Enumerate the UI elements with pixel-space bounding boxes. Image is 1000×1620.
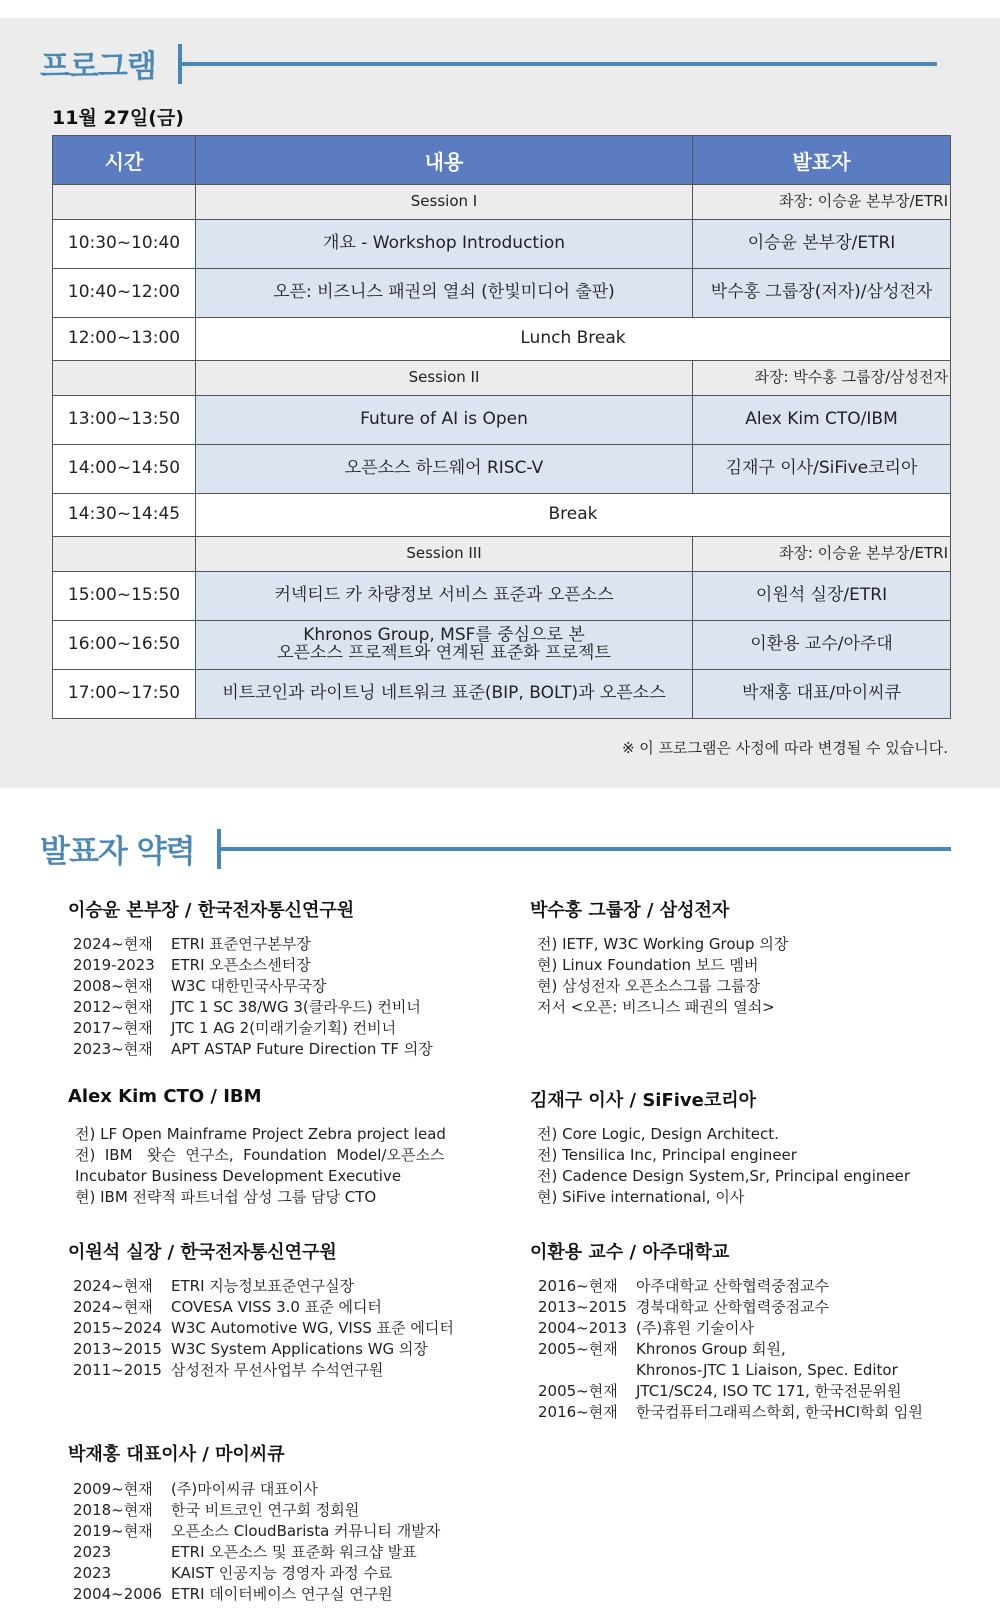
content-cell: [196, 621, 693, 670]
bio-year: 2024~현재: [73, 1298, 153, 1316]
time-cell: 10:30~10:40: [53, 220, 196, 269]
bio-item: [538, 1276, 923, 1297]
bio-item: [73, 1039, 433, 1060]
bios-header: [40, 826, 951, 871]
bio-text: COVESA VISS 3.0 표준 에디터: [171, 1298, 382, 1316]
bio-text: 삼성전자 무선사업부 수석연구원: [171, 1361, 384, 1379]
bio-item: [73, 1339, 454, 1360]
bio-year: 2011~2015: [73, 1361, 162, 1379]
bio-year: 2019~현재: [73, 1522, 153, 1540]
table-header-row: [53, 136, 951, 185]
bio-text: APT ASTAP Future Direction TF 의장: [171, 1040, 433, 1058]
header-line: [221, 847, 951, 851]
presenter-cell: 이승윤 본부장/ETRI: [693, 220, 951, 269]
time-cell: 13:00~13:50: [53, 396, 196, 445]
break-label: Break: [196, 494, 951, 537]
bio-text: ETRI 오픈소스센터장: [171, 956, 311, 974]
session-label: Session II: [196, 361, 693, 396]
bio-item: [73, 955, 433, 976]
bio-year: 2023: [73, 1564, 112, 1582]
bio-list: [537, 1124, 910, 1208]
break-label: Lunch Break: [196, 318, 951, 361]
bio-text: 경북대학교 산학협력중점교수: [636, 1298, 830, 1316]
bio-year: 2023~현재: [73, 1040, 153, 1058]
bio-text: (주)마이씨큐 대표이사: [171, 1480, 318, 1498]
content-cell: 오픈소스 하드웨어 RISC-V: [196, 445, 693, 494]
bio-text: JTC1/SC24, ISO TC 171, 한국전문위원: [636, 1382, 902, 1400]
bio-text: ETRI 오픈소스 및 표준화 워크샵 발표: [171, 1543, 417, 1561]
bio-name: 박재홍 대표이사 / 마이씨큐: [68, 1444, 285, 1465]
bio-year: 2013~2015: [538, 1298, 627, 1316]
bio-item: [538, 1318, 923, 1339]
content-cell: 개요 - Workshop Introduction: [196, 220, 693, 269]
table-row: [53, 621, 951, 670]
session-row: [53, 537, 951, 572]
bio-item: [73, 934, 433, 955]
bio-name: Alex Kim CTO / IBM: [68, 1086, 262, 1107]
break-row: [53, 318, 951, 361]
content-line: Khronos Group, MSF를 중심으로 본: [303, 625, 585, 646]
bio-line: 전) Cadence Design System,Sr, Principal engineer: [537, 1167, 911, 1185]
bio-year: 2013~2015: [73, 1340, 162, 1358]
header-content: 내용: [196, 136, 693, 185]
header-time: 시간: [53, 136, 196, 185]
bio-text: Khronos Group 회원,: [636, 1340, 786, 1358]
bio-line: 현) 삼성전자 오픈소스그룹 그룹장: [537, 977, 761, 995]
bio-item: [73, 1584, 440, 1605]
bio-list: [537, 934, 788, 1018]
bio-text: KAIST 인공지능 경영자 과정 수료: [171, 1564, 393, 1582]
bio-year: [538, 1360, 636, 1381]
bio-line: 전) IBM 왓슨 연구소, Foundation Model/오픈소스: [75, 1146, 445, 1164]
bio-item: [73, 1018, 433, 1039]
bio-line: 저서 <오픈: 비즈니스 패권의 열쇠>: [537, 998, 775, 1016]
bio-line: 현) SiFive international, 이사: [537, 1188, 745, 1206]
bio-item: [73, 997, 433, 1018]
program-title: 프로그램: [40, 49, 156, 85]
table-row: [53, 445, 951, 494]
bio-name: 이원석 실장 / 한국전자통신연구원: [68, 1242, 337, 1263]
bio-year: 2008~현재: [73, 977, 153, 995]
bio-item: [538, 1339, 923, 1360]
bio-item: [73, 1500, 440, 1521]
bio-year: 2018~현재: [73, 1501, 153, 1519]
bio-year: 2012~현재: [73, 998, 153, 1016]
bio-item: [73, 1479, 440, 1500]
bio-text: W3C Automotive WG, VISS 표준 에디터: [171, 1319, 454, 1337]
presenter-cell: Alex Kim CTO/IBM: [693, 396, 951, 445]
bio-list: [538, 1276, 923, 1423]
bio-name: 이승윤 본부장 / 한국전자통신연구원: [68, 900, 355, 921]
bio-item: [538, 1381, 923, 1402]
bio-item: [73, 1542, 440, 1563]
bio-text: 한국 비트코인 연구회 정회원: [171, 1501, 360, 1519]
bio-year: 2016~현재: [538, 1277, 618, 1295]
bio-item: [538, 1297, 923, 1318]
content-cell: 커넥티드 카 차량정보 서비스 표준과 오픈소스: [196, 572, 693, 621]
bio-year: 2017~현재: [73, 1019, 153, 1037]
empty-cell: [53, 185, 196, 220]
bio-text: W3C System Applications WG 의장: [171, 1340, 428, 1358]
bio-item: [73, 1521, 440, 1542]
header-presenter: 발표자: [693, 136, 951, 185]
program-date: 11월 27일(금): [52, 107, 184, 129]
bio-year: 2024~현재: [73, 935, 153, 953]
bio-text: ETRI 지능정보표준연구실장: [171, 1277, 355, 1295]
bio-year: 2023: [73, 1543, 112, 1561]
empty-cell: [53, 537, 196, 572]
content-cell: 비트코인과 라이트닝 네트워크 표준(BIP, BOLT)과 오픈소스: [196, 670, 693, 719]
bio-line: 전) Core Logic, Design Architect.: [537, 1125, 779, 1143]
bio-text: 오픈소스 CloudBarista 커뮤니티 개발자: [171, 1522, 441, 1540]
schedule-table: [52, 135, 951, 719]
program-note: ※ 이 프로그램은 사정에 따라 변경될 수 있습니다.: [621, 739, 948, 757]
presenter-cell: 이환용 교수/아주대: [693, 621, 951, 670]
bio-item: [538, 1360, 923, 1381]
top-strip: [0, 0, 1000, 18]
bio-text: ETRI 데이터베이스 연구실 연구원: [171, 1585, 393, 1603]
bio-name: 이환용 교수 / 아주대학교: [530, 1242, 730, 1263]
bio-text: W3C 대한민국사무국장: [171, 977, 327, 995]
time-cell: 17:00~17:50: [53, 670, 196, 719]
bio-text: JTC 1 SC 38/WG 3(클라우드) 컨비너: [171, 998, 421, 1016]
bio-text: ETRI 표준연구본부장: [171, 935, 311, 953]
table-row: [53, 396, 951, 445]
presenter-cell: 박재홍 대표/마이씨큐: [693, 670, 951, 719]
session-label: Session I: [196, 185, 693, 220]
break-row: [53, 494, 951, 537]
bio-name: 김재구 이사 / SiFive코리아: [530, 1090, 757, 1111]
bio-text: 아주대학교 산학협력중점교수: [636, 1277, 830, 1295]
content-cell: 오픈: 비즈니스 패권의 열쇠 (한빛미디어 출판): [196, 269, 693, 318]
presenter-cell: 김재구 이사/SiFive코리아: [693, 445, 951, 494]
bio-item: [73, 1318, 454, 1339]
bio-list: [73, 1276, 454, 1381]
content-line: 오픈소스 프로젝트와 연계된 표준화 프로젝트: [277, 643, 611, 663]
table-row: [53, 220, 951, 269]
bio-text: Khronos-JTC 1 Liaison, Spec. Editor: [636, 1361, 898, 1379]
bio-line: 전) IETF, W3C Working Group 의장: [537, 935, 789, 953]
bio-year: 2016~현재: [538, 1403, 618, 1421]
bio-item: [73, 1276, 454, 1297]
bio-line: Incubator Business Development Executive: [75, 1167, 402, 1185]
session-chair: 좌장: 이승윤 본부장/ETRI: [693, 185, 951, 220]
session-chair: 좌장: 이승윤 본부장/ETRI: [693, 537, 951, 572]
content-cell: Future of AI is Open: [196, 396, 693, 445]
bio-list: [75, 1124, 446, 1208]
bio-year: 2024~현재: [73, 1277, 153, 1295]
bio-year: 2005~현재: [538, 1340, 618, 1358]
bio-list: [73, 1479, 440, 1605]
program-header: [40, 41, 937, 86]
bio-line: 현) IBM 전략적 파트너쉽 삼성 그룹 담당 CTO: [75, 1188, 377, 1206]
time-cell: 14:00~14:50: [53, 445, 196, 494]
bio-year: 2004~2013: [538, 1319, 627, 1337]
table-row: [53, 269, 951, 318]
time-cell: 12:00~13:00: [53, 318, 196, 361]
bio-year: 2019-2023: [73, 956, 155, 974]
bio-year: 2004~2006: [73, 1585, 162, 1603]
session-row: [53, 185, 951, 220]
bio-item: [73, 976, 433, 997]
header-line: [182, 62, 937, 66]
bio-year: 2005~현재: [538, 1382, 618, 1400]
time-cell: 15:00~15:50: [53, 572, 196, 621]
bio-line: 전) Tensilica Inc, Principal engineer: [537, 1146, 797, 1164]
presenter-cell: 이원석 실장/ETRI: [693, 572, 951, 621]
bio-list: [73, 934, 433, 1060]
presenter-cell: 박수홍 그룹장(저자)/삼성전자: [693, 269, 951, 318]
session-row: [53, 361, 951, 396]
session-chair: 좌장: 박수홍 그룹장/삼성전자: [693, 361, 951, 396]
empty-cell: [53, 361, 196, 396]
time-cell: 14:30~14:45: [53, 494, 196, 537]
table-row: [53, 572, 951, 621]
bio-line: 전) LF Open Mainframe Project Zebra project lead: [75, 1125, 446, 1143]
bio-item: [538, 1402, 923, 1423]
bio-line: 현) Linux Foundation 보드 멤버: [537, 956, 759, 974]
bio-year: 2015~2024: [73, 1319, 162, 1337]
bio-text: JTC 1 AG 2(미래기술기획) 컨비너: [171, 1019, 397, 1037]
time-cell: 10:40~12:00: [53, 269, 196, 318]
bio-text: (주)휴원 기술이사: [636, 1319, 754, 1337]
bio-name: 박수홍 그룹장 / 삼성전자: [530, 900, 730, 921]
table-row: [53, 670, 951, 719]
bio-text: 한국컴퓨터그래픽스학회, 한국HCI학회 임원: [636, 1403, 923, 1421]
bio-item: [73, 1360, 454, 1381]
bio-item: [73, 1563, 440, 1584]
bio-item: [73, 1297, 454, 1318]
bio-year: 2009~현재: [73, 1480, 153, 1498]
session-label: Session III: [196, 537, 693, 572]
bios-title: 발표자 약력: [40, 834, 195, 870]
time-cell: 16:00~16:50: [53, 621, 196, 670]
